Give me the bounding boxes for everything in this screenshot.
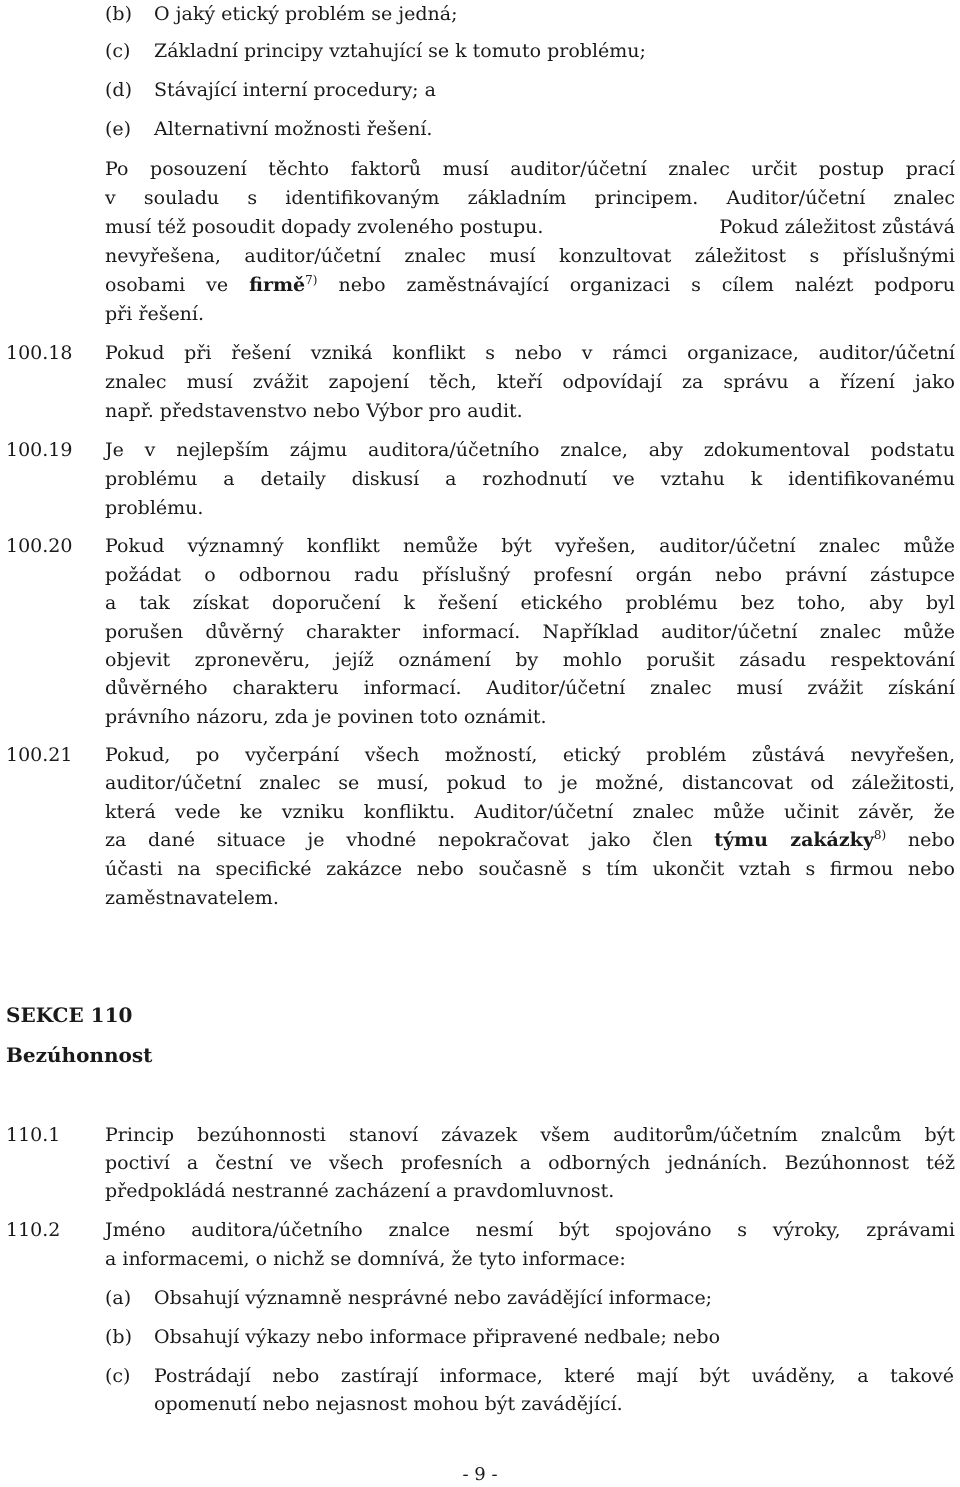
text-line: znalec musí zvážit zapojení těch, kteří odpovídají za správu a řízení jako <box>105 371 955 393</box>
text-line: a tak získat doporučení k řešení etického problému bez toho, aby byl <box>105 592 955 614</box>
text-line: která vede ke vzniku konfliktu. Auditor/účetní znalec může učinit závěr, že <box>105 801 955 823</box>
text-segment: osobami ve <box>105 274 229 296</box>
text-line: problému a detaily diskusí a rozhodnutí ve vztahu k identifikovanému <box>105 468 955 490</box>
list-letter: (b) <box>105 3 132 25</box>
footnote-ref: 7) <box>305 273 318 287</box>
paragraph-number: 100.21 <box>6 744 73 766</box>
text-line: Pokud při řešení vzniká konflikt s nebo v rámci organizace, auditor/účetní <box>105 342 955 364</box>
text-line: např. představenstvo nebo Výbor pro audit. <box>105 400 523 422</box>
text-line: Princip bezúhonnosti stanoví závazek všem auditorům/účetním znalcům být <box>105 1124 955 1146</box>
text-line <box>105 213 955 241</box>
text-line: nevyřešena, auditor/účetní znalec musí konzultovat záležitost s příslušnými <box>105 245 955 267</box>
text-line: předpokládá nestranné zacházení a pravdomluvnost. <box>105 1180 615 1202</box>
text-line: auditor/účetní znalec se musí, pokud to je možné, distancovat od záležitosti, <box>105 772 955 794</box>
text-line <box>105 271 955 299</box>
list-letter: (d) <box>105 79 132 101</box>
text-line <box>105 826 955 854</box>
list-letter: (b) <box>105 1326 132 1348</box>
text-line: při řešení. <box>105 303 205 325</box>
text-line: právního názoru, zda je povinen toto oznámit. <box>105 706 547 728</box>
paragraph-number: 110.2 <box>6 1219 61 1241</box>
paragraph-number: 100.18 <box>6 342 73 364</box>
text-segment: za dané situace je vhodné nepokračovat jako člen <box>105 829 693 851</box>
text-segment: nebo <box>907 829 955 851</box>
text-line: požádat o odbornou radu příslušný profesní orgán nebo právní zástupce <box>105 564 955 586</box>
text-line: Pokud významný konflikt nemůže být vyřešen, auditor/účetní znalec může <box>105 535 955 557</box>
defined-term: firmě <box>249 274 306 296</box>
list-text: Obsahují významně nesprávné nebo zavádějící informace; <box>154 1287 713 1309</box>
paragraph-number: 100.19 <box>6 439 73 461</box>
list-text: Stávající interní procedury; a <box>154 79 436 101</box>
section-subheading: Bezúhonnost <box>6 1043 153 1067</box>
section-heading: SEKCE 110 <box>6 1003 133 1027</box>
list-text: Postrádají nebo zastírají informace, které mají být uváděny, a takové <box>154 1365 954 1387</box>
list-text: Obsahují výkazy nebo informace připravené nedbale; nebo <box>154 1326 721 1348</box>
text-line: a informacemi, o nichž se domnívá, že tyto informace: <box>105 1248 626 1270</box>
text-line: účasti na specifické zakázce nebo současně s tím ukončit vztah s firmou nebo <box>105 858 955 880</box>
footnote-ref: 8) <box>873 828 887 842</box>
text-segment: Pokud záležitost zůstává <box>719 216 955 238</box>
text-line: Pokud, po vyčerpání všech možností, etický problém zůstává nevyřešen, <box>105 744 955 766</box>
text-line: poctiví a čestní ve všech profesních a odborných jednáních. Bezúhonnost též <box>105 1152 955 1174</box>
text-line: Je v nejlepším zájmu auditora/účetního znalce, aby zdokumentoval podstatu <box>105 439 955 461</box>
text-line: objevit zpronevěru, jejíž oznámení by mohlo porušit zásadu respektování <box>105 649 955 671</box>
text-line: problému. <box>105 497 204 519</box>
text-line: Po posouzení těchto faktorů musí auditor/účetní znalec určit postup prací <box>105 158 955 180</box>
list-text: opomenutí nebo nejasnost mohou být zavádějící. <box>154 1393 623 1415</box>
defined-term: týmu zakázky <box>714 829 874 851</box>
paragraph-number: 100.20 <box>6 535 73 557</box>
page-number: - 9 - <box>462 1464 498 1485</box>
list-letter: (e) <box>105 118 132 140</box>
text-line: porušen důvěrný charakter informací. Například auditor/účetní znalec může <box>105 621 955 643</box>
text-line: v souladu s identifikovaným základním principem. Auditor/účetní znalec <box>105 187 955 209</box>
list-letter: (c) <box>105 1365 131 1387</box>
list-text: O jaký etický problém se jedná; <box>154 3 458 25</box>
text-line: důvěrného charakteru informací. Auditor/účetní znalec musí zvážit získání <box>105 677 955 699</box>
list-text: Základní principy vztahující se k tomuto problému; <box>154 40 646 62</box>
text-segment: musí též posoudit dopady zvoleného postupu. <box>105 216 544 238</box>
list-letter: (c) <box>105 40 131 62</box>
text-line: zaměstnavatelem. <box>105 887 279 909</box>
list-letter: (a) <box>105 1287 132 1309</box>
paragraph-number: 110.1 <box>6 1124 61 1146</box>
list-text: Alternativní možnosti řešení. <box>154 118 433 140</box>
text-segment: nebo zaměstnávající organizaci s cílem nalézt podporu <box>338 274 955 296</box>
text-line: Jméno auditora/účetního znalce nesmí být spojováno s výroky, zprávami <box>105 1219 955 1241</box>
